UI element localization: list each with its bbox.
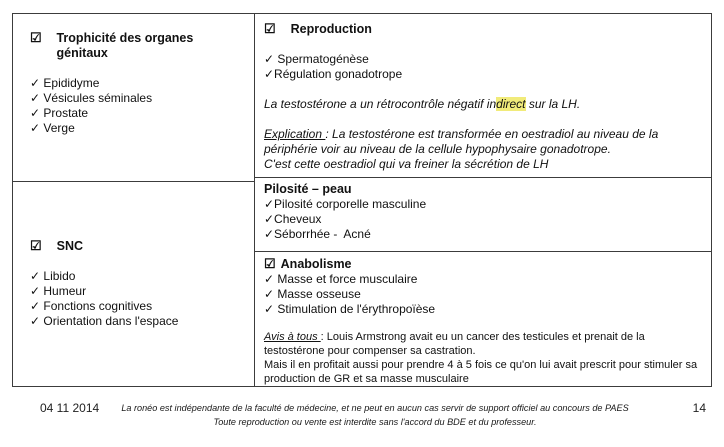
snc-title: SNC	[56, 239, 84, 253]
list-item: ✓Séborrhée - Acné	[264, 226, 371, 241]
table-column-right	[255, 14, 711, 386]
explication-line2: C'est cette oestradiol qui va freiner la sécrétion de LH	[264, 157, 549, 171]
cell-reproduction	[255, 14, 711, 178]
note-prefix: La testostérone a un rétrocontrôle négatif in	[264, 97, 497, 111]
cell-pilosite	[255, 178, 711, 252]
disclaimer-line2: Toute reproduction ou vente est interdite sans l'accord du BDE et du professeur.	[213, 417, 537, 428]
list-item: ✓ Epididyme	[30, 76, 100, 90]
list-item: ✓ Masse et force musculaire	[264, 272, 418, 286]
retrocontrole-note	[264, 97, 701, 112]
page-number: 14	[692, 401, 706, 415]
disclaimer-line1: La ronéo est indépendante de la faculté de médecine, et ne peut en aucun cas servir de support officiel au concours de PAES	[121, 403, 629, 414]
list-item: ✓ Stimulation de l'érythropoïèse	[264, 302, 436, 316]
list-item: ✓ Verge	[30, 121, 75, 135]
table-column-left	[13, 14, 255, 386]
list-item: ✓Cheveux	[264, 211, 322, 226]
pilosite-title: Pilosité – peau	[264, 181, 352, 196]
cell-trophicite	[13, 14, 254, 182]
list-item: ✓Pilosité corporelle masculine	[264, 196, 427, 211]
avis-label: Avis à tous	[264, 331, 321, 343]
trophicite-header	[30, 30, 246, 61]
snc-header	[30, 238, 246, 254]
cell-snc	[13, 182, 254, 386]
blank-line	[264, 37, 701, 52]
footer-disclaimer	[116, 402, 634, 430]
blank-line	[30, 61, 246, 76]
blank-line	[264, 112, 701, 127]
explication-label: Explication	[264, 127, 326, 141]
avis-text: : Louis Armstrong avait eu un cancer des testicules et prenait de la testostérone pour compenser sa castration.	[264, 331, 645, 357]
explication-paragraph	[264, 127, 701, 172]
avis-line2: Mais il en profitait aussi pour prendre 4 à 5 fois ce qu'on lui avait prescrit pour stimuler sa production de GR et sa masse musculaire	[264, 359, 698, 385]
list-item: ✓ Spermatogénèse	[264, 52, 369, 66]
checked-checkbox-icon: ☑	[264, 256, 276, 271]
checked-checkbox-icon: ☑	[30, 238, 42, 253]
list-item: ✓ Orientation dans l'espace	[30, 314, 179, 328]
list-item: ✓ Humeur	[30, 284, 87, 298]
reproduction-title: Reproduction	[290, 22, 372, 36]
list-item: ✓ Libido	[30, 269, 76, 283]
content-table	[12, 13, 712, 387]
list-item: ✓Régulation gonadotrope	[264, 67, 403, 81]
explication-text: : La testostérone est transformée en oestradiol au niveau de la périphérie voir au niveau de la cellule hypophysaire gonadotrope.	[264, 127, 659, 156]
avis-paragraph	[264, 330, 701, 386]
trophicite-title: Trophicité des organes génitaux	[56, 31, 194, 60]
pilosite-header	[264, 182, 701, 197]
list-item: ✓ Masse osseuse	[264, 287, 361, 301]
highlighted-text: direct	[496, 97, 526, 111]
checked-checkbox-icon: ☑	[30, 30, 42, 45]
note-suffix: sur la LH.	[525, 97, 581, 111]
checked-checkbox-icon: ☑	[264, 21, 276, 36]
anabolisme-title: Anabolisme	[280, 257, 352, 271]
footer-date: 04 11 2014	[40, 401, 100, 415]
blank-line	[264, 82, 701, 97]
reproduction-header	[264, 21, 701, 37]
list-item: ✓ Vésicules séminales	[30, 91, 153, 105]
list-item: ✓ Prostate	[30, 106, 89, 120]
anabolisme-header	[264, 256, 701, 272]
page-footer	[0, 398, 724, 438]
cell-anabolisme	[255, 252, 711, 386]
list-item: ✓ Fonctions cognitives	[30, 299, 153, 313]
blank-line	[30, 254, 246, 269]
